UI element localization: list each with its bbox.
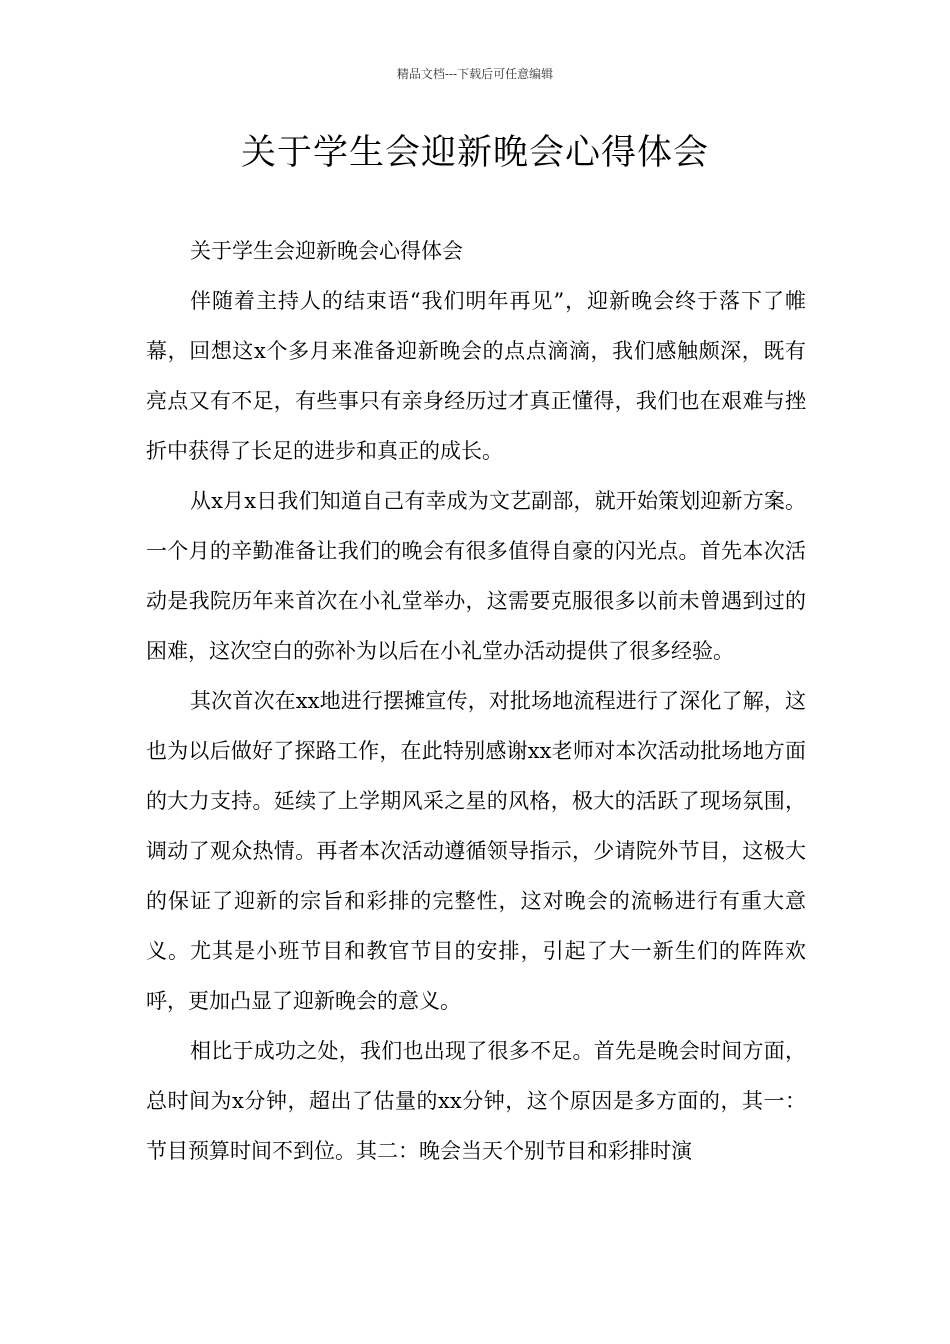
paragraph-subtitle: 关于学生会迎新晚会心得体会 bbox=[190, 239, 463, 263]
document-title: 关于学生会迎新晚会心得体会 bbox=[240, 133, 709, 173]
document-body bbox=[146, 226, 806, 1176]
paragraph-4: 相比于成功之处，我们也出现了很多不足。首先是晚会时间方面，总时间为x分钟，超出了估量的xx分钟，这个原因是多方面的，其一：节目预算时间不到位。其二：晚会当天个别节目和彩排时演 bbox=[146, 1039, 806, 1163]
paragraph-3: 其次首次在xx地进行摆摊宣传，对批场地流程进行了深化了解，这也为以后做好了探路工作，在此特别感谢xx老师对本次活动批场地方面的大力支持。延续了上学期风采之星的风格，极大的活跃了现场氛围，调动了观众热情。再者本次活动遵循领导指示，少请院外节目，这极大的保证了迎新的宗旨和彩排的完整性，这对晚会的流畅进行有重大意义。尤其是小班节目和教官节目的安排，引起了大一新生们的阵阵欢呼，更加凸显了迎新晚会的意义。 bbox=[146, 689, 806, 1013]
header-note: 精品文档---下载后可任意编辑 bbox=[396, 67, 554, 81]
paragraph-1: 伴随着主持人的结束语“我们明年再见”，迎新晚会终于落下了帷幕，回想这x个多月来准备迎新晚会的点点滴滴，我们感触颇深，既有亮点又有不足，有些事只有亲身经历过才真正懂得，我们也在艰难与挫折中获得了长足的进步和真正的成长。 bbox=[146, 289, 806, 463]
paragraph-2: 从x月x日我们知道自己有幸成为文艺副部，就开始策划迎新方案。一个月的辛勤准备让我们的晚会有很多值得自豪的闪光点。首先本次活动是我院历年来首次在小礼堂举办，这需要克服很多以前未曾遇到过的困难，这次空白的弥补为以后在小礼堂办活动提供了很多经验。 bbox=[146, 489, 806, 663]
